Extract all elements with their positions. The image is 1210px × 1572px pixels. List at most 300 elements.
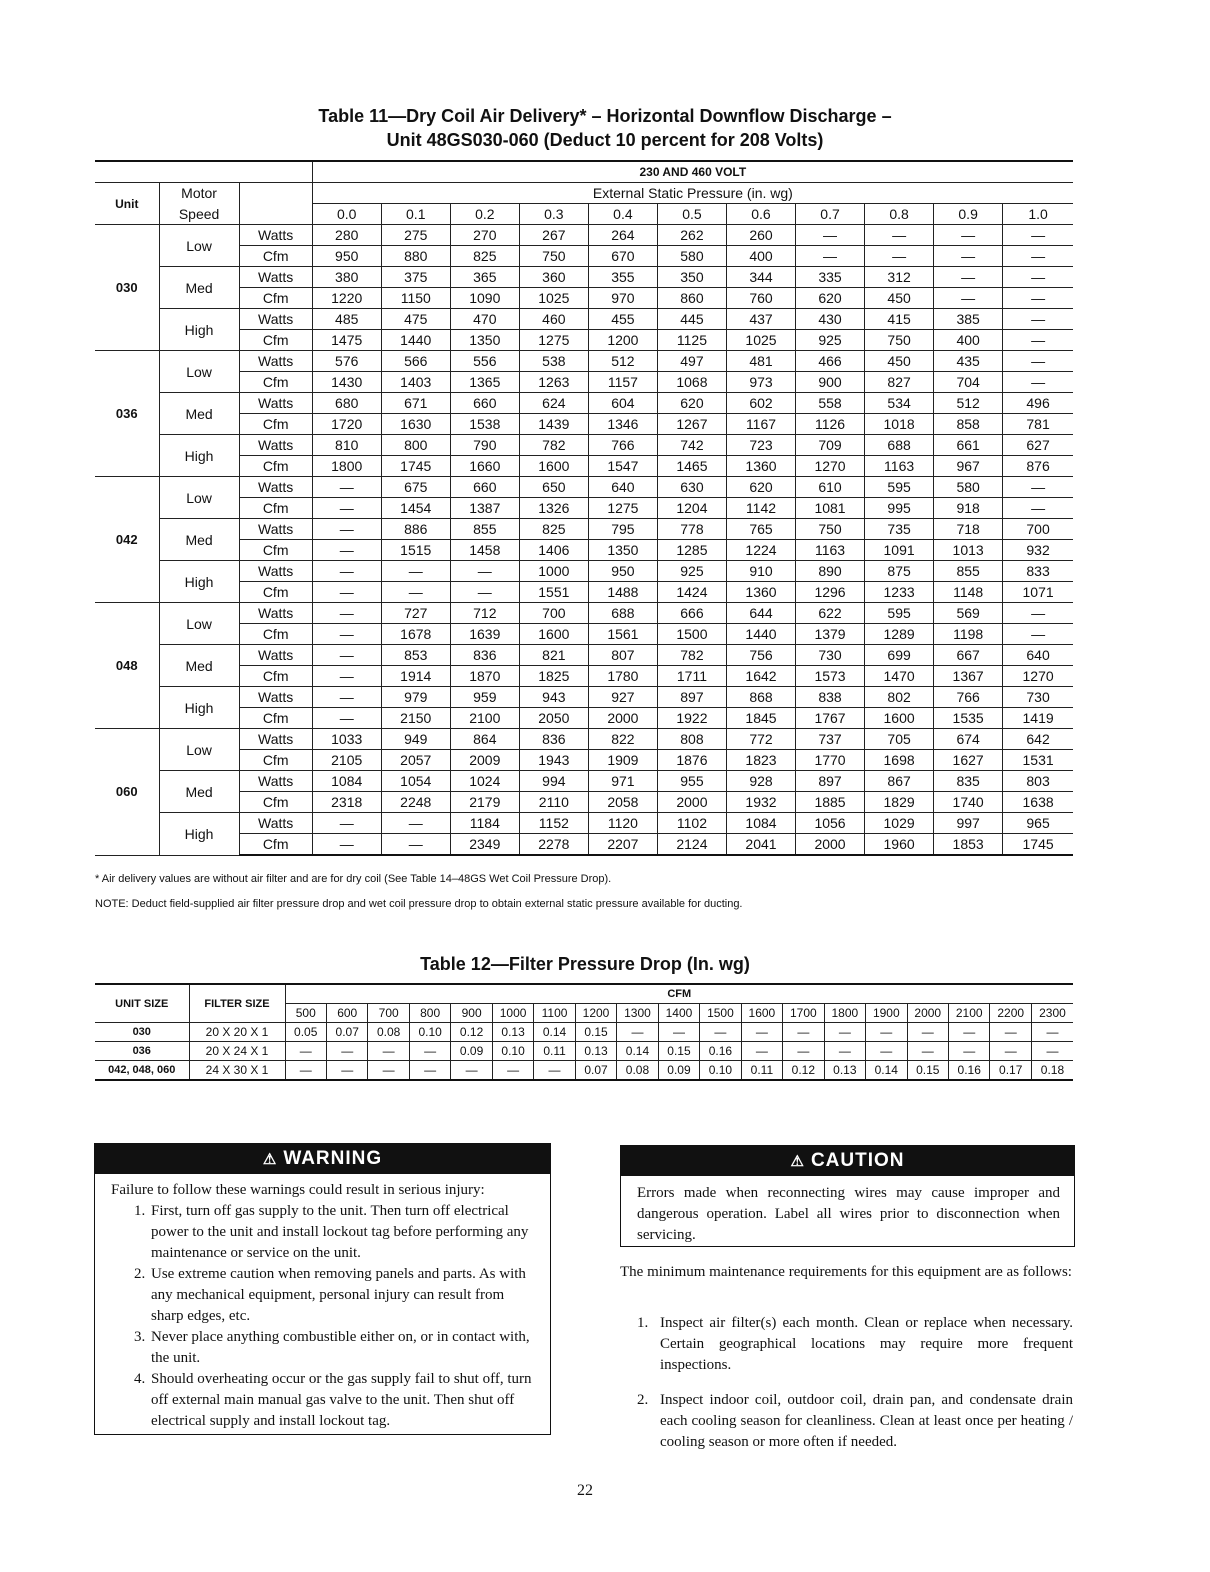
cfm-value: 1200 (588, 330, 657, 351)
cfm-value: — (312, 582, 381, 603)
watts-value: 275 (381, 225, 450, 246)
cfm-value: — (1003, 624, 1073, 645)
unit-size-header: UNIT SIZE (95, 984, 189, 1023)
watts-value: 660 (450, 393, 519, 414)
pressure-drop-value: — (368, 1042, 409, 1061)
cfm-value: 880 (381, 246, 450, 267)
warning-triangle-icon: ⚠ (262, 1151, 278, 1168)
pressure-drop-value: — (617, 1023, 658, 1042)
pressure-drop-value: — (1031, 1042, 1073, 1061)
cfm-value: 1296 (796, 582, 865, 603)
cfm-value: 2000 (796, 834, 865, 856)
cfm-value: 858 (934, 414, 1003, 435)
cfm-value: 2318 (312, 792, 381, 813)
table-row (95, 645, 1073, 666)
watts-value: 595 (865, 603, 934, 624)
watts-value: 644 (726, 603, 795, 624)
cfm-label: Cfm (239, 456, 312, 477)
cfm-value: 2058 (588, 792, 657, 813)
cfm-value-header: 2300 (1031, 1004, 1073, 1023)
filter-size-cell: 24 X 30 X 1 (189, 1061, 285, 1081)
pressure-drop-value: — (492, 1061, 533, 1081)
watts-value: 688 (588, 603, 657, 624)
watts-value: 312 (865, 267, 934, 288)
watts-value: 782 (657, 645, 726, 666)
watts-value: 675 (381, 477, 450, 498)
pressure-drop-value: — (866, 1023, 907, 1042)
cfm-label: Cfm (239, 288, 312, 309)
cfm-value: 1885 (796, 792, 865, 813)
pressure-drop-value: — (741, 1023, 782, 1042)
speed-cell: Med (159, 645, 239, 687)
table-row (95, 330, 1073, 351)
cfm-value: 1285 (657, 540, 726, 561)
watts-value: 380 (312, 267, 381, 288)
table11-title-line2: Unit 48GS030-060 (Deduct 10 percent for 208 Volts) (386, 130, 824, 150)
watts-value: 867 (865, 771, 934, 792)
watts-value: 875 (865, 561, 934, 582)
pressure-drop-value: 0.15 (575, 1023, 616, 1042)
watts-value: — (934, 267, 1003, 288)
cfm-value: 1367 (934, 666, 1003, 687)
cfm-value: 1440 (381, 330, 450, 351)
cfm-value: 2000 (657, 792, 726, 813)
cfm-value: 1224 (726, 540, 795, 561)
cfm-value: 1600 (519, 624, 588, 645)
cfm-value: 1142 (726, 498, 795, 519)
cfm-value: 1406 (519, 540, 588, 561)
warning-box (94, 1143, 551, 1435)
watts-label: Watts (239, 519, 312, 540)
watts-value: 928 (726, 771, 795, 792)
watts-value: 782 (519, 435, 588, 456)
unit-size-cell: 030 (95, 1023, 189, 1042)
air-delivery-table (95, 160, 1073, 856)
watts-value: 808 (657, 729, 726, 750)
watts-value: 730 (796, 645, 865, 666)
unit-cell: 042 (95, 477, 159, 603)
table-row (95, 834, 1073, 856)
watts-value: 1024 (450, 771, 519, 792)
watts-value: 795 (588, 519, 657, 540)
cfm-value: 1600 (519, 456, 588, 477)
speed-cell: Low (159, 225, 239, 267)
cfm-value: 1163 (865, 456, 934, 477)
watts-label: Watts (239, 687, 312, 708)
cfm-value: — (934, 246, 1003, 267)
watts-value: 803 (1003, 771, 1073, 792)
pressure-drop-value: 0.10 (409, 1023, 450, 1042)
pressure-drop-value: 0.12 (451, 1023, 492, 1042)
watts-value: 838 (796, 687, 865, 708)
watts-value: 705 (865, 729, 934, 750)
cfm-value-header: 1200 (575, 1004, 616, 1023)
table-row (95, 729, 1073, 750)
watts-value: 997 (934, 813, 1003, 834)
cfm-value: 2150 (381, 708, 450, 729)
watts-value: — (381, 813, 450, 834)
watts-value: 822 (588, 729, 657, 750)
watts-value: 1102 (657, 813, 726, 834)
watts-value: 1084 (726, 813, 795, 834)
watts-label: Watts (239, 351, 312, 372)
pressure-drop-value: — (658, 1023, 699, 1042)
cfm-value: 1326 (519, 498, 588, 519)
pressure-header: 0.1 (381, 204, 450, 225)
speed-cell: Low (159, 603, 239, 645)
pressure-header: 0.9 (934, 204, 1003, 225)
cfm-label: Cfm (239, 624, 312, 645)
watts-value: 360 (519, 267, 588, 288)
watts-value: 460 (519, 309, 588, 330)
table-row (95, 603, 1073, 624)
voltage-header: 230 AND 460 VOLT (312, 161, 1073, 183)
cfm-value: 1263 (519, 372, 588, 393)
watts-value: 375 (381, 267, 450, 288)
unit-cell: 060 (95, 729, 159, 856)
table-row (95, 813, 1073, 834)
watts-value: 712 (450, 603, 519, 624)
pressure-drop-value: 0.15 (658, 1042, 699, 1061)
pressure-header: 0.6 (726, 204, 795, 225)
cfm-value: 1025 (519, 288, 588, 309)
pressure-drop-value: 0.16 (700, 1042, 741, 1061)
cfm-value-header: 2200 (990, 1004, 1031, 1023)
watts-label: Watts (239, 561, 312, 582)
watts-value: 430 (796, 309, 865, 330)
pressure-drop-value: — (285, 1042, 326, 1061)
cfm-value: 1150 (381, 288, 450, 309)
cfm-value: 2248 (381, 792, 450, 813)
watts-value: 772 (726, 729, 795, 750)
cfm-value-header: 500 (285, 1004, 326, 1023)
watts-value: — (1003, 225, 1073, 246)
watts-value: 742 (657, 435, 726, 456)
watts-value: 650 (519, 477, 588, 498)
watts-value: 855 (450, 519, 519, 540)
watts-value: 1000 (519, 561, 588, 582)
cfm-value: 1745 (381, 456, 450, 477)
cfm-value: 1638 (1003, 792, 1073, 813)
watts-value: — (1003, 477, 1073, 498)
cfm-value: 1068 (657, 372, 726, 393)
cfm-value-header: 1700 (783, 1004, 824, 1023)
watts-value: — (1003, 351, 1073, 372)
watts-value: 802 (865, 687, 934, 708)
table-row (95, 288, 1073, 309)
pressure-drop-value: 0.11 (534, 1042, 575, 1061)
caution-banner-label: CAUTION (810, 1150, 905, 1171)
pressure-drop-value: — (990, 1023, 1031, 1042)
cfm-value: 1515 (381, 540, 450, 561)
watts-value: — (312, 477, 381, 498)
cfm-value: 1720 (312, 414, 381, 435)
cfm-value-header: 900 (451, 1004, 492, 1023)
cfm-value: 1630 (381, 414, 450, 435)
watts-value: 534 (865, 393, 934, 414)
watts-value: 620 (726, 477, 795, 498)
cfm-value: — (312, 666, 381, 687)
maintenance-list (620, 1313, 1073, 1453)
pressure-drop-value: — (824, 1023, 865, 1042)
cfm-value: 1350 (588, 540, 657, 561)
cfm-value: 1091 (865, 540, 934, 561)
cfm-value: 2057 (381, 750, 450, 771)
watts-value: 700 (519, 603, 588, 624)
cfm-value: 1125 (657, 330, 726, 351)
watts-value: 778 (657, 519, 726, 540)
speed-cell: Med (159, 393, 239, 435)
watts-value: 512 (934, 393, 1003, 414)
warning-intro: Failure to follow these warnings could result in serious injury: (111, 1182, 485, 1198)
cfm-value: 580 (657, 246, 726, 267)
watts-value: 943 (519, 687, 588, 708)
cfm-value-header: 700 (368, 1004, 409, 1023)
pressure-drop-value: 0.14 (866, 1061, 907, 1081)
cfm-value: 2105 (312, 750, 381, 771)
watts-value: 624 (519, 393, 588, 414)
table-row (95, 498, 1073, 519)
pressure-drop-value: — (783, 1042, 824, 1061)
watts-value: — (1003, 603, 1073, 624)
cfm-value: 1475 (312, 330, 381, 351)
watts-value: 667 (934, 645, 1003, 666)
cfm-value: 1639 (450, 624, 519, 645)
warning-banner-label: WARNING (283, 1148, 383, 1169)
cfm-value: 1025 (726, 330, 795, 351)
watts-value: 836 (519, 729, 588, 750)
cfm-value: 1870 (450, 666, 519, 687)
table11-footnote: * Air delivery values are without air filter and are for dry coil (See Table 14–48GS Wet Coil Pressure Drop). (95, 873, 612, 885)
cfm-value: — (312, 834, 381, 856)
watts-value: 470 (450, 309, 519, 330)
watts-value: — (312, 519, 381, 540)
watts-value: 385 (934, 309, 1003, 330)
pressure-drop-value: 0.09 (658, 1061, 699, 1081)
watts-value: 971 (588, 771, 657, 792)
cfm-value: 1740 (934, 792, 1003, 813)
cfm-value: 2179 (450, 792, 519, 813)
watts-label: Watts (239, 393, 312, 414)
pressure-drop-value: — (783, 1023, 824, 1042)
pressure-drop-value: 0.13 (824, 1061, 865, 1081)
pressure-drop-value: — (949, 1042, 990, 1061)
watts-value: 435 (934, 351, 1003, 372)
pressure-drop-value: — (409, 1061, 450, 1081)
warning-item: 3. Never place anything combustible either on, or in contact with, the unit. (149, 1327, 536, 1369)
warning-item: 2. Use extreme caution when removing panels and parts. As with any mechanical equipment, personal injury can result from sharp edges, etc. (149, 1264, 536, 1327)
table-row (95, 435, 1073, 456)
table-row (95, 225, 1073, 246)
watts-value: 853 (381, 645, 450, 666)
table-row (95, 393, 1073, 414)
cfm-label: Cfm (239, 414, 312, 435)
maintenance-item: 2. Inspect indoor coil, outdoor coil, drain pan, and condensate drain each cooling season for cleanliness. Clean at least once per heating / cooling season or more often if needed. (652, 1390, 1073, 1453)
watts-label: Watts (239, 267, 312, 288)
watts-label: Watts (239, 729, 312, 750)
pressure-drop-value: — (326, 1061, 367, 1081)
pressure-drop-value: 0.09 (451, 1042, 492, 1061)
cfm-value: 973 (726, 372, 795, 393)
watts-value: 835 (934, 771, 1003, 792)
watts-value: 864 (450, 729, 519, 750)
cfm-value: 1365 (450, 372, 519, 393)
cfm-label: Cfm (239, 498, 312, 519)
table-row (95, 1023, 1073, 1042)
watts-value: 640 (588, 477, 657, 498)
watts-value: — (796, 225, 865, 246)
table-row (95, 771, 1073, 792)
watts-value: 994 (519, 771, 588, 792)
watts-value: 807 (588, 645, 657, 666)
cfm-value: 1767 (796, 708, 865, 729)
watts-value: 485 (312, 309, 381, 330)
cfm-value: 950 (312, 246, 381, 267)
watts-value: 630 (657, 477, 726, 498)
warning-item: 1. First, turn off gas supply to the unit. Then turn off electrical power to the unit and install lockout tag before performing any maintenance or service on the unit. (149, 1201, 536, 1264)
watts-value: 576 (312, 351, 381, 372)
watts-value: 737 (796, 729, 865, 750)
pressure-drop-value: 0.12 (783, 1061, 824, 1081)
cfm-value: 1943 (519, 750, 588, 771)
speed-cell: Low (159, 477, 239, 519)
watts-value: — (934, 225, 1003, 246)
watts-value: 959 (450, 687, 519, 708)
watts-value: 674 (934, 729, 1003, 750)
cfm-value: 1270 (1003, 666, 1073, 687)
cfm-value: 970 (588, 288, 657, 309)
cfm-value: — (312, 498, 381, 519)
table-row (95, 1061, 1073, 1081)
table-row (95, 477, 1073, 498)
cfm-value: 1770 (796, 750, 865, 771)
cfm-value: 2349 (450, 834, 519, 856)
cfm-value: 1531 (1003, 750, 1073, 771)
cfm-value: 1535 (934, 708, 1003, 729)
cfm-value: 1071 (1003, 582, 1073, 603)
cfm-value: 781 (1003, 414, 1073, 435)
watts-value: 497 (657, 351, 726, 372)
table11-note: NOTE: Deduct field-supplied air filter pressure drop and wet coil pressure drop to obtain external static pressure available for ducting. (95, 898, 743, 910)
warning-list (111, 1201, 536, 1432)
page-number: 22 (577, 1482, 593, 1499)
pressure-drop-value: — (1031, 1023, 1073, 1042)
cfm-label: Cfm (239, 246, 312, 267)
speed-cell: Med (159, 519, 239, 561)
motor-column-header: Motor (159, 183, 239, 204)
filter-size-cell: 20 X 24 X 1 (189, 1042, 285, 1061)
pressure-drop-value: 0.18 (1031, 1061, 1073, 1081)
watts-value: 927 (588, 687, 657, 708)
cfm-value: 2124 (657, 834, 726, 856)
cfm-value-header: 1800 (824, 1004, 865, 1023)
cfm-value: 2278 (519, 834, 588, 856)
pressure-drop-value: — (949, 1023, 990, 1042)
table-row (95, 666, 1073, 687)
warning-item: 4. Should overheating occur or the gas supply fail to shut off, turn off external main manual gas valve to the unit. Then shut off electrical supply and install lockout tag. (149, 1369, 536, 1432)
cfm-value: 1823 (726, 750, 795, 771)
cfm-value: 1500 (657, 624, 726, 645)
cfm-value: 1439 (519, 414, 588, 435)
table-row (95, 561, 1073, 582)
watts-value: 602 (726, 393, 795, 414)
cfm-value: 1600 (865, 708, 934, 729)
cfm-value: 1167 (726, 414, 795, 435)
watts-value: 622 (796, 603, 865, 624)
caution-box (620, 1145, 1075, 1247)
watts-value: 610 (796, 477, 865, 498)
cfm-value: 1551 (519, 582, 588, 603)
watts-value: 750 (796, 519, 865, 540)
cfm-value: 932 (1003, 540, 1073, 561)
cfm-value: 967 (934, 456, 1003, 477)
watts-value: 1084 (312, 771, 381, 792)
pressure-header: 0.5 (657, 204, 726, 225)
watts-value: — (1003, 267, 1073, 288)
watts-label: Watts (239, 813, 312, 834)
watts-value: 466 (796, 351, 865, 372)
watts-value: 855 (934, 561, 1003, 582)
cfm-value: — (1003, 330, 1073, 351)
watts-value: — (1003, 309, 1073, 330)
watts-value: 450 (865, 351, 934, 372)
watts-value: 1033 (312, 729, 381, 750)
watts-value: 810 (312, 435, 381, 456)
watts-value: 437 (726, 309, 795, 330)
cfm-label: Cfm (239, 582, 312, 603)
watts-value: 280 (312, 225, 381, 246)
pressure-drop-value: — (534, 1061, 575, 1081)
pressure-drop-value: 0.11 (741, 1061, 782, 1081)
cfm-value: 1018 (865, 414, 934, 435)
pressure-drop-value: 0.16 (949, 1061, 990, 1081)
filter-size-cell: 20 X 20 X 1 (189, 1023, 285, 1042)
cfm-label: Cfm (239, 330, 312, 351)
pressure-drop-value: — (700, 1023, 741, 1042)
watts-value: 709 (796, 435, 865, 456)
speed-cell: Med (159, 771, 239, 813)
caution-banner (621, 1146, 1074, 1176)
watts-value: 1120 (588, 813, 657, 834)
cfm-value: 1360 (726, 456, 795, 477)
watts-value: — (312, 561, 381, 582)
watts-value: 680 (312, 393, 381, 414)
cfm-value-header: 800 (409, 1004, 450, 1023)
pressure-drop-value: 0.07 (575, 1061, 616, 1081)
watts-value: 512 (588, 351, 657, 372)
cfm-value: 750 (519, 246, 588, 267)
watts-value: 569 (934, 603, 1003, 624)
cfm-value: 2000 (588, 708, 657, 729)
cfm-value: 1275 (519, 330, 588, 351)
watts-value: 355 (588, 267, 657, 288)
cfm-value-header: 600 (326, 1004, 367, 1023)
cfm-value: 1126 (796, 414, 865, 435)
cfm-value: 1829 (865, 792, 934, 813)
cfm-value: 750 (865, 330, 934, 351)
cfm-value: 1403 (381, 372, 450, 393)
cfm-value: 1678 (381, 624, 450, 645)
pressure-header: 0.3 (519, 204, 588, 225)
watts-value: 1054 (381, 771, 450, 792)
cfm-value: 1922 (657, 708, 726, 729)
watts-value: 566 (381, 351, 450, 372)
watts-value: 925 (657, 561, 726, 582)
cfm-value: 1960 (865, 834, 934, 856)
cfm-value: 1800 (312, 456, 381, 477)
cfm-value: 1440 (726, 624, 795, 645)
table-row (95, 708, 1073, 729)
